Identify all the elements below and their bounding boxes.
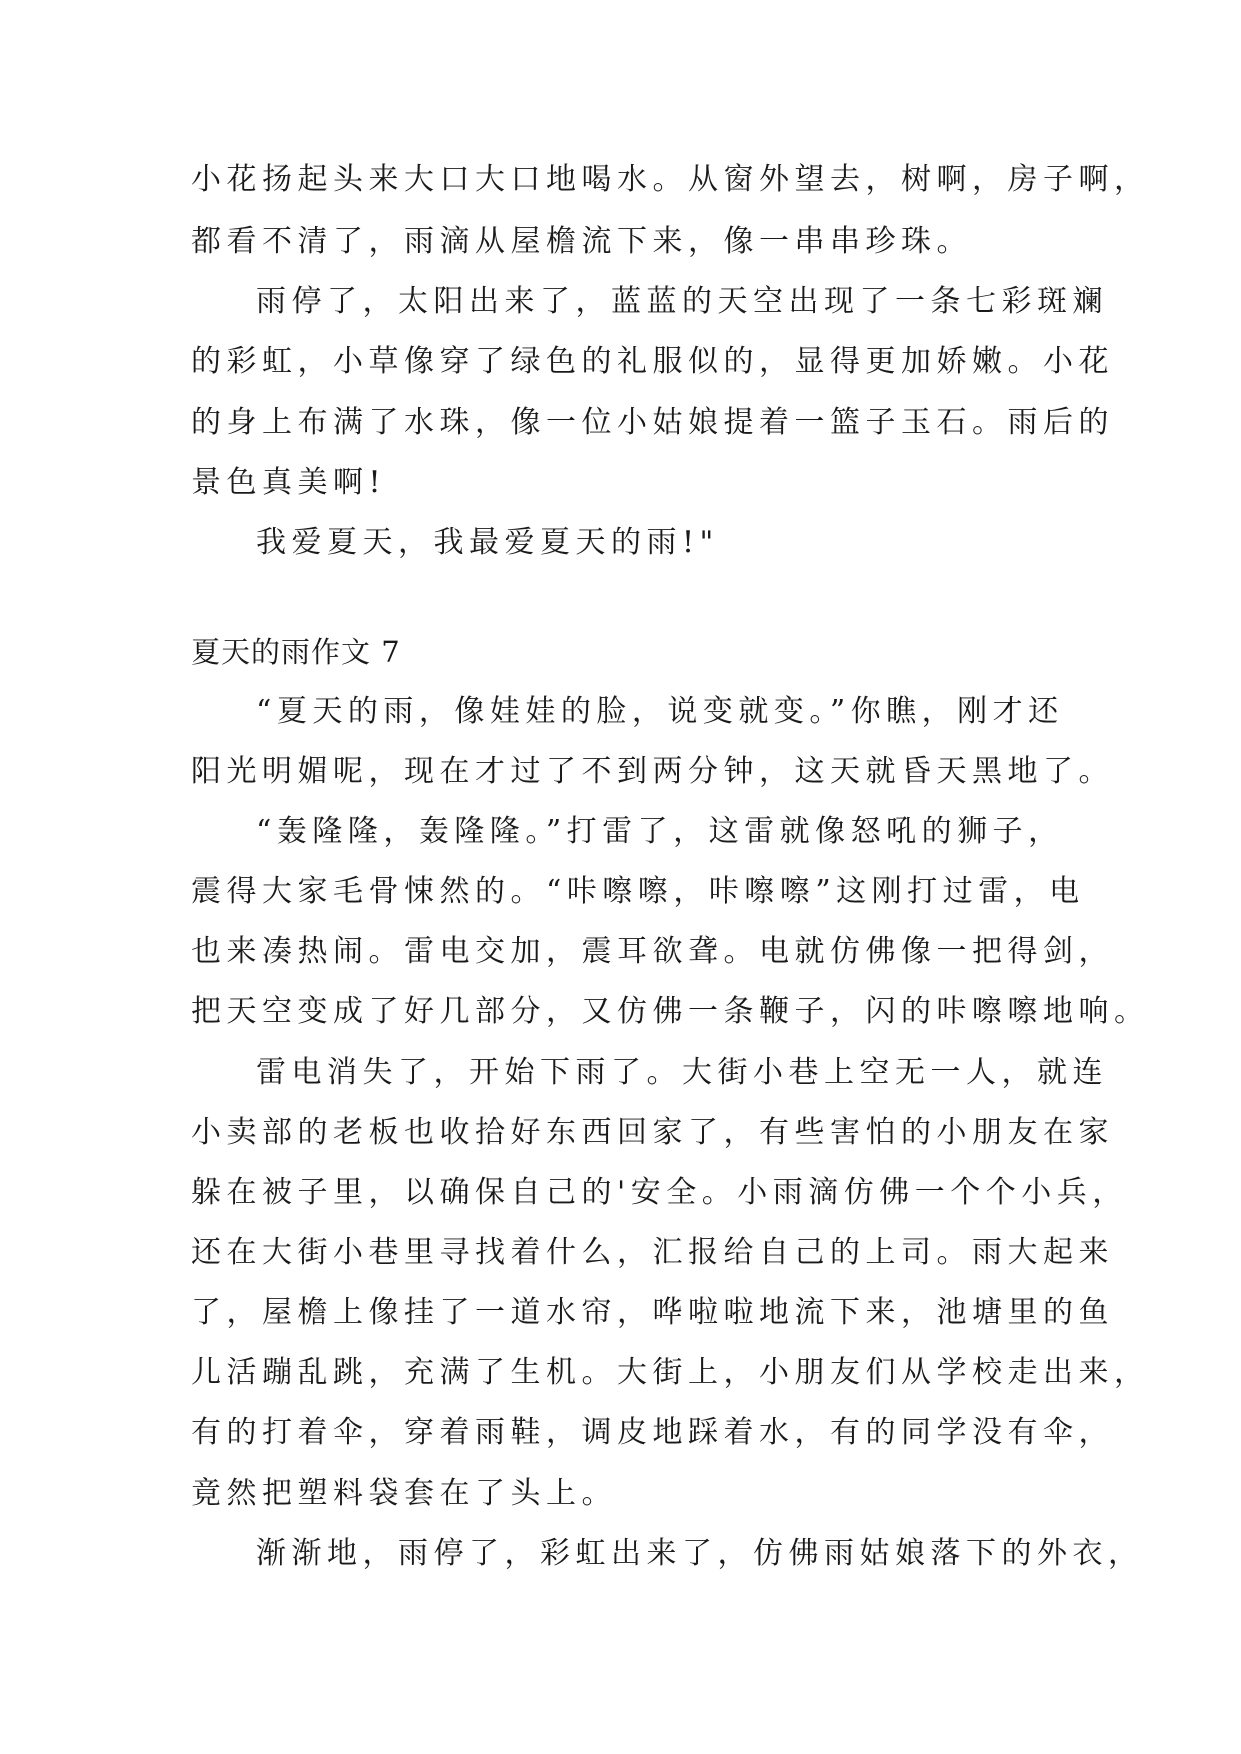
text-line: 景色真美啊! <box>191 465 387 500</box>
paragraph-start-line: 我爱夏天，我最爱夏天的雨!" <box>256 525 719 560</box>
paragraph-start-line: “夏天的雨，像娃娃的脸，说变就变。”你瞧，刚才还 <box>256 694 1064 729</box>
text-line: 也来凑热闹。雷电交加，震耳欲聋。电就仿佛像一把得剑， <box>191 934 1114 969</box>
text-line: 阳光明媚呢，现在才过了不到两分钟，这天就昏天黑地了。 <box>191 754 1114 789</box>
paragraph-start-line: 渐渐地，雨停了，彩虹出来了，仿佛雨姑娘落下的外衣， <box>256 1536 1144 1571</box>
paragraph-start-line: 雷电消失了，开始下雨了。大街小巷上空无一人，就连 <box>256 1055 1108 1090</box>
text-line: 的彩虹，小草像穿了绿色的礼服似的，显得更加娇嫩。小花 <box>191 344 1114 379</box>
paragraph-start-line: “轰隆隆，轰隆隆。”打雷了，这雷就像怒吼的狮子， <box>256 814 1064 849</box>
text-line: 小卖部的老板也收拾好东西回家了，有些害怕的小朋友在家 <box>191 1115 1114 1150</box>
text-line: 有的打着伞，穿着雨鞋，调皮地踩着水，有的同学没有伞， <box>191 1415 1114 1450</box>
text-line: 儿活蹦乱跳，充满了生机。大街上，小朋友们从学校走出来， <box>191 1355 1150 1390</box>
text-line: 了，屋檐上像挂了一道水帘，哗啦啦地流下来，池塘里的鱼 <box>191 1295 1114 1330</box>
text-line: 竟然把塑料袋套在了头上。 <box>191 1476 617 1511</box>
text-line: 震得大家毛骨悚然的。“咔嚓嚓，咔嚓嚓”这刚打过雷，电 <box>191 874 1085 909</box>
section-heading: 夏天的雨作文 7 <box>191 635 401 669</box>
paragraph-start-line: 雨停了，太阳出来了，蓝蓝的天空出现了一条七彩斑斓 <box>256 284 1108 319</box>
text-line: 把天空变成了好几部分，又仿佛一条鞭子，闪的咔嚓嚓地响。 <box>191 994 1150 1029</box>
text-line: 的身上布满了水珠，像一位小姑娘提着一篮子玉石。雨后的 <box>191 405 1114 440</box>
text-line: 还在大街小巷里寻找着什么，汇报给自己的上司。雨大起来 <box>191 1235 1114 1270</box>
text-line: 躲在被子里，以确保自己的'安全。小雨滴仿佛一个个小兵， <box>191 1175 1128 1210</box>
text-line: 都看不清了，雨滴从屋檐流下来，像一串串珍珠。 <box>191 224 972 259</box>
text-line: 小花扬起头来大口大口地喝水。从窗外望去，树啊，房子啊， <box>191 162 1150 197</box>
